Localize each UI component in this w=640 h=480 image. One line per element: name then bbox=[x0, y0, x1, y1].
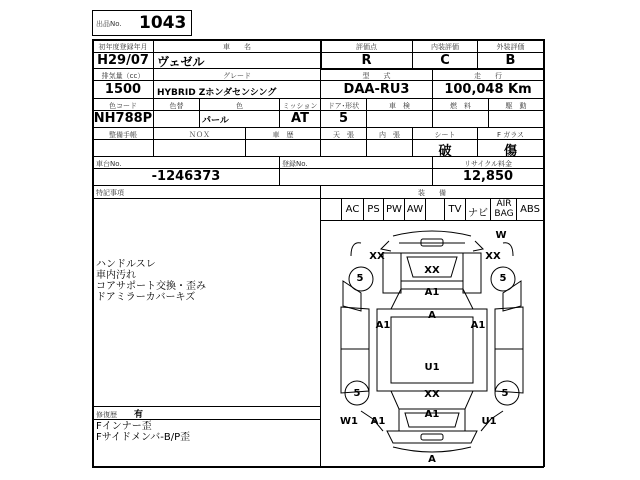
mark-xx-hood: XX bbox=[424, 265, 440, 276]
car-diagram bbox=[321, 221, 543, 465]
repair-label: 修復歴 bbox=[96, 411, 117, 419]
mark-a-bottom: A bbox=[428, 454, 436, 465]
recycle-label: リサイクル料金 bbox=[463, 160, 513, 168]
mark-a1-rear-left: A1 bbox=[370, 416, 386, 427]
mark-five-rear-right: 5 bbox=[501, 388, 509, 399]
equipment-ps: PS bbox=[367, 204, 380, 215]
mark-xx-rear: XX bbox=[424, 389, 440, 400]
mark-five-front-left: 5 bbox=[356, 273, 364, 284]
color-label: 色 bbox=[236, 102, 243, 110]
equipment-tv: TV bbox=[448, 204, 462, 215]
grade-value: HYBRID Zホンダセンシング bbox=[157, 88, 277, 98]
mark-a1-left: A1 bbox=[375, 320, 391, 331]
nox-label: ＮＯＸ bbox=[189, 131, 210, 139]
transmission-value: AT bbox=[291, 111, 309, 126]
mark-a1-right: A1 bbox=[470, 320, 486, 331]
repair-list bbox=[96, 421, 190, 443]
transmission-label: ミッション bbox=[282, 102, 318, 110]
registration-label: 登録No. bbox=[282, 160, 308, 168]
exterior-value: B bbox=[505, 53, 516, 68]
remark-line: コアサポート交換・歪み bbox=[96, 281, 206, 292]
vehicle-inspection-label: 車 検 bbox=[389, 102, 410, 110]
lot-label: 出品No. bbox=[96, 20, 122, 28]
mileage-label: 走 行 bbox=[474, 72, 502, 80]
displacement-value: 1500 bbox=[104, 82, 142, 97]
score-label: 評価点 bbox=[356, 43, 377, 51]
seat-label: シート bbox=[434, 131, 456, 139]
doors-label: ドア･形状 bbox=[327, 102, 360, 110]
remarks-label: 特記事項 bbox=[96, 189, 124, 197]
repair-line: Fサイドメンバ-B/P歪 bbox=[96, 432, 191, 443]
remark-line: ハンドルスレ bbox=[96, 259, 156, 270]
mark-a1-trunk: A1 bbox=[424, 409, 440, 420]
grade-label: グレード bbox=[223, 72, 251, 80]
manual-label: 整備手帳 bbox=[109, 131, 137, 139]
color-type-label: 色替 bbox=[169, 102, 184, 110]
doors-value: 5 bbox=[338, 111, 349, 126]
equipment-ac: AC bbox=[345, 204, 360, 215]
color-value: パール bbox=[202, 116, 229, 126]
recycle-value: 12,850 bbox=[462, 169, 514, 184]
mark-a1-hood: A1 bbox=[424, 287, 440, 298]
car-name-label: 車 名 bbox=[223, 43, 251, 51]
lot-number: 1043 bbox=[139, 13, 187, 33]
color-code-label: 色コード bbox=[109, 102, 137, 110]
mark-five-rear-left: 5 bbox=[353, 388, 361, 399]
displacement-label: 排気量（cc） bbox=[101, 72, 145, 80]
glass-value: 傷 bbox=[503, 144, 517, 159]
roof-label: 天 張 bbox=[333, 131, 354, 139]
year-value: H29/07 bbox=[97, 53, 149, 68]
glass-label: F ガラス bbox=[496, 131, 525, 139]
interior-label: 内装評価 bbox=[431, 43, 459, 51]
equipment-label: 装 備 bbox=[418, 189, 446, 197]
mark-w-top: W bbox=[495, 230, 507, 241]
mileage-value: 100,048 Km bbox=[444, 82, 532, 97]
interior-value: C bbox=[440, 53, 450, 68]
repair-line: Fインナー歪 bbox=[96, 421, 152, 432]
equipment-abs: ABS bbox=[520, 204, 540, 215]
mark-xx-front-right: XX bbox=[485, 251, 501, 262]
mark-u1-rear-right: U1 bbox=[481, 416, 497, 427]
mark-a-center: A bbox=[428, 310, 436, 321]
mark-five-front-right: 5 bbox=[499, 273, 507, 284]
year-label: 初年度登録年月 bbox=[98, 43, 148, 51]
exterior-label: 外装評価 bbox=[496, 43, 525, 51]
remark-line: 車内汚れ bbox=[96, 270, 136, 281]
mark-xx-front-left: XX bbox=[369, 251, 385, 262]
car-name-value: ヴェゼル bbox=[157, 55, 205, 69]
fuel-label: 燃 料 bbox=[450, 102, 471, 110]
remark-line: ドアミラーカバーキズ bbox=[96, 292, 196, 303]
equipment-navi: ナビ bbox=[468, 208, 488, 219]
equipment-row bbox=[341, 199, 543, 220]
chassis-label: 車台No. bbox=[96, 160, 122, 168]
drive-label: 駆 動 bbox=[505, 102, 527, 110]
repair-value: 有 bbox=[134, 410, 144, 420]
equipment-aw: AW bbox=[406, 204, 424, 215]
seat-value: 破 bbox=[438, 144, 452, 159]
equipment-airbag: AIR BAG bbox=[494, 199, 514, 219]
model-value: DAA-RU3 bbox=[343, 82, 410, 97]
score-value: R bbox=[361, 53, 372, 68]
chassis-value: -1246373 bbox=[151, 169, 221, 184]
mark-u1: U1 bbox=[424, 362, 440, 373]
equipment-pw: PW bbox=[386, 204, 402, 215]
remarks-list bbox=[96, 259, 206, 303]
color-code-value: NH788P bbox=[93, 111, 153, 126]
mark-w1: W1 bbox=[340, 416, 358, 427]
history-label: 車 歴 bbox=[272, 131, 294, 139]
lot-box bbox=[92, 10, 192, 36]
model-label: 型 式 bbox=[362, 72, 391, 80]
interior-roof-label: 内 張 bbox=[379, 131, 400, 139]
